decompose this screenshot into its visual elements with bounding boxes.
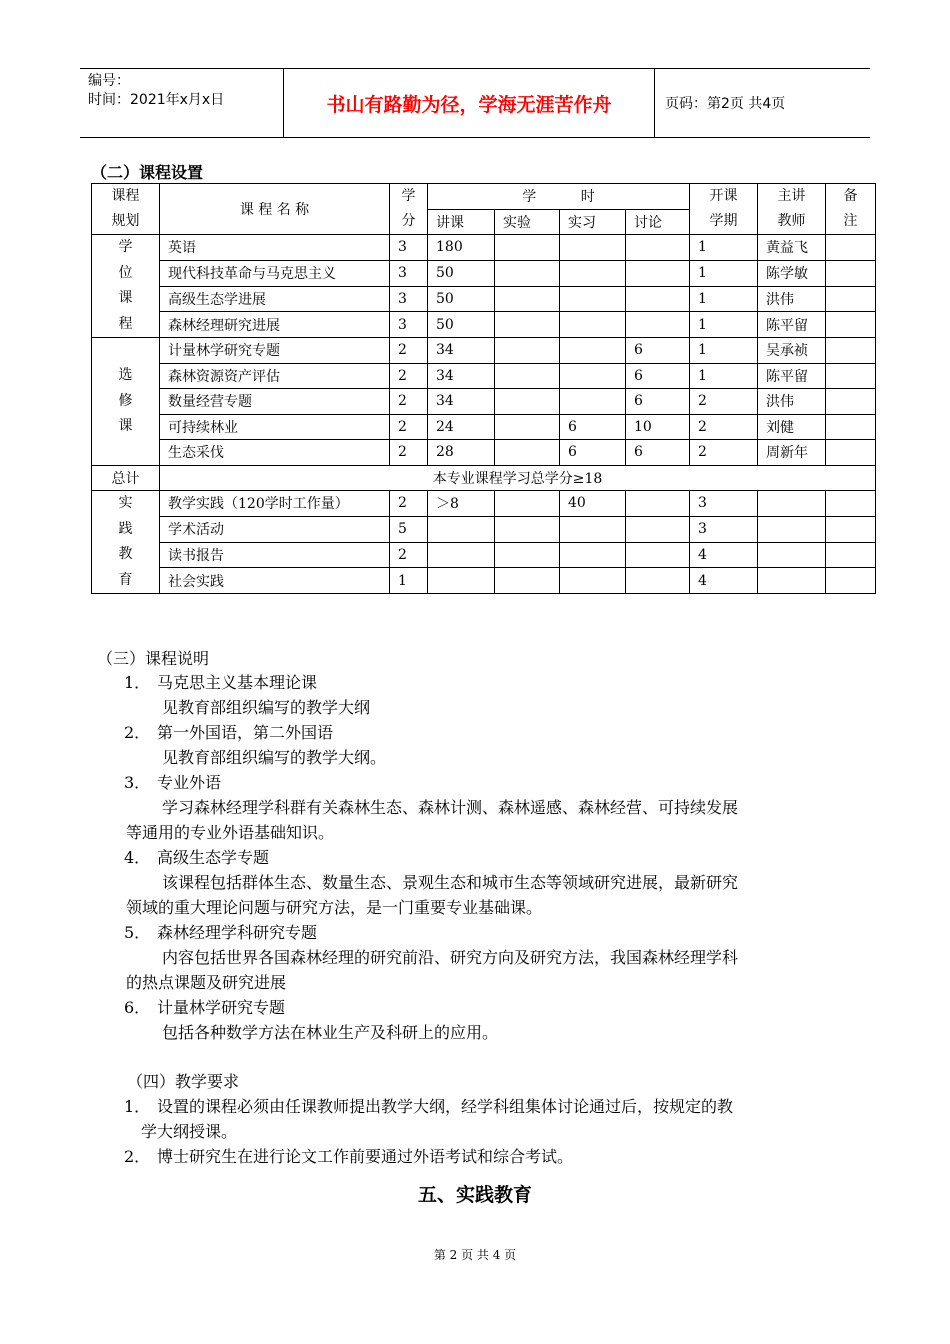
cell-lecture: 34 xyxy=(428,363,495,389)
cell-term: 4 xyxy=(690,568,758,594)
section4-item-line: 1． 设置的课程必须由任课教师提出教学大纲，经学科组集体讨论通过后，按规定的教 xyxy=(124,1097,734,1116)
cell-term: 1 xyxy=(690,260,758,286)
cell-note xyxy=(826,414,876,440)
header-page-number: 页码：第2页 共4页 xyxy=(665,96,786,112)
cell-lecture xyxy=(428,542,495,568)
cell-disc: 6 xyxy=(626,440,690,466)
cell-intern xyxy=(560,363,626,389)
cell-intern: 6 xyxy=(560,414,626,440)
cell-disc xyxy=(626,491,690,517)
degree-course-row xyxy=(92,312,876,338)
cell-name: 森林资源资产评估 xyxy=(160,363,390,389)
elective-group-label: 选 修 课 xyxy=(92,338,160,466)
cell-lab xyxy=(495,312,560,338)
practice-row xyxy=(92,516,876,542)
cell-disc xyxy=(626,542,690,568)
practice-row xyxy=(92,542,876,568)
elective-course-row xyxy=(92,389,876,415)
cell-lab xyxy=(495,568,560,594)
degree-course-row xyxy=(92,286,876,312)
cell-credit: 2 xyxy=(390,542,428,568)
cell-note xyxy=(826,260,876,286)
degree-course-row xyxy=(92,260,876,286)
cell-lab xyxy=(495,235,560,261)
cell-note xyxy=(826,491,876,517)
section4-item-line: 2． 博士研究生在进行论文工作前要通过外语考试和综合考试。 xyxy=(124,1147,574,1166)
cell-teacher: 陈学敏 xyxy=(758,260,826,286)
cell-credit: 3 xyxy=(390,235,428,261)
degree-course-rows xyxy=(92,235,876,338)
elective-course-row xyxy=(92,338,876,364)
section3-item-body: 包括各种数学方法在林业生产及科研上的应用。 xyxy=(162,1023,499,1042)
cell-disc: 6 xyxy=(626,389,690,415)
section3-item-body: 领域的重大理论问题与研究方法，是一门重要专业基础课。 xyxy=(126,898,543,917)
cell-lab xyxy=(495,440,560,466)
cell-lecture: 34 xyxy=(428,338,495,364)
cell-lecture: ＞8 xyxy=(428,491,495,517)
cell-note xyxy=(826,363,876,389)
section4-item-line: 学大纲授课。 xyxy=(141,1122,238,1141)
cell-credit: 3 xyxy=(390,286,428,312)
cell-intern: 6 xyxy=(560,440,626,466)
cell-term: 2 xyxy=(690,389,758,415)
cell-lecture xyxy=(428,568,495,594)
degree-course-row xyxy=(92,235,876,261)
header-lecture: 讲课 xyxy=(428,209,495,235)
cell-intern xyxy=(560,235,626,261)
header-plan: 课程 规划 xyxy=(92,184,160,235)
header-internship: 实习 xyxy=(560,209,626,235)
cell-teacher: 刘健 xyxy=(758,414,826,440)
cell-lab xyxy=(495,542,560,568)
section3-item-body: 内容包括世界各国森林经理的研究前沿、研究方向及研究方法，我国森林经理学科 xyxy=(162,948,739,967)
cell-note xyxy=(826,542,876,568)
cell-lab xyxy=(495,414,560,440)
cell-term: 1 xyxy=(690,312,758,338)
elective-course-row xyxy=(92,363,876,389)
cell-lab xyxy=(495,389,560,415)
cell-name: 学术活动 xyxy=(160,516,390,542)
cell-disc xyxy=(626,516,690,542)
cell-lecture: 24 xyxy=(428,414,495,440)
header-note: 备 注 xyxy=(826,184,876,235)
section3-item-body: 的热点课题及研究进展 xyxy=(126,973,287,992)
practice-rows xyxy=(92,491,876,594)
cell-name: 社会实践 xyxy=(160,568,390,594)
cell-disc: 6 xyxy=(626,338,690,364)
cell-name: 生态采伐 xyxy=(160,440,390,466)
cell-credit: 5 xyxy=(390,516,428,542)
cell-note xyxy=(826,286,876,312)
cell-note xyxy=(826,338,876,364)
section3-item-body: 学习森林经理学科群有关森林生态、森林计测、森林遥感、森林经营、可持续发展 xyxy=(162,798,739,817)
cell-disc xyxy=(626,286,690,312)
cell-lab xyxy=(495,338,560,364)
cell-credit: 3 xyxy=(390,260,428,286)
cell-lab xyxy=(495,363,560,389)
cell-name: 现代科技革命与马克思主义 xyxy=(160,260,390,286)
cell-lab xyxy=(495,516,560,542)
header-code: 编号： xyxy=(88,73,130,89)
cell-name: 森林经理研究进展 xyxy=(160,312,390,338)
degree-group-label: 学 位 课 程 xyxy=(92,235,160,338)
total-row xyxy=(92,465,876,491)
cell-teacher: 吴承祯 xyxy=(758,338,826,364)
total-text: 本专业课程学习总学分≥18 xyxy=(160,465,876,491)
header-credit: 学 分 xyxy=(390,184,428,235)
header-meta xyxy=(80,69,283,137)
cell-lab xyxy=(495,286,560,312)
section3-item-title: 5． 森林经理学科研究专题 xyxy=(124,923,318,942)
cell-intern xyxy=(560,516,626,542)
cell-disc xyxy=(626,568,690,594)
cell-teacher xyxy=(758,568,826,594)
cell-credit: 2 xyxy=(390,338,428,364)
cell-teacher: 洪伟 xyxy=(758,286,826,312)
cell-note xyxy=(826,312,876,338)
cell-note xyxy=(826,440,876,466)
header-discussion: 讨论 xyxy=(626,209,690,235)
cell-lab xyxy=(495,260,560,286)
header-lab: 实验 xyxy=(495,209,560,235)
cell-lab xyxy=(495,491,560,517)
cell-intern xyxy=(560,312,626,338)
cell-disc: 10 xyxy=(626,414,690,440)
cell-lecture: 28 xyxy=(428,440,495,466)
cell-term: 1 xyxy=(690,235,758,261)
elective-course-rows xyxy=(92,338,876,466)
practice-group-label: 实 践 教 育 xyxy=(92,491,160,594)
cell-credit: 2 xyxy=(390,491,428,517)
cell-intern xyxy=(560,568,626,594)
cell-intern xyxy=(560,260,626,286)
cell-credit: 3 xyxy=(390,312,428,338)
cell-teacher xyxy=(758,542,826,568)
cell-disc xyxy=(626,260,690,286)
cell-credit: 1 xyxy=(390,568,428,594)
cell-term: 1 xyxy=(690,363,758,389)
cell-lecture: 34 xyxy=(428,389,495,415)
header-term: 开课 学期 xyxy=(690,184,758,235)
elective-course-row xyxy=(92,440,876,466)
cell-lecture: 50 xyxy=(428,286,495,312)
cell-disc: 6 xyxy=(626,363,690,389)
cell-teacher: 陈平留 xyxy=(758,363,826,389)
cell-teacher xyxy=(758,491,826,517)
cell-credit: 2 xyxy=(390,363,428,389)
cell-note xyxy=(826,568,876,594)
cell-teacher: 陈平留 xyxy=(758,312,826,338)
cell-term: 1 xyxy=(690,338,758,364)
cell-lecture: 50 xyxy=(428,312,495,338)
cell-lecture: 180 xyxy=(428,235,495,261)
course-table xyxy=(91,183,876,594)
cell-lecture xyxy=(428,516,495,542)
cell-term: 3 xyxy=(690,491,758,517)
cell-term: 4 xyxy=(690,542,758,568)
page-footer: 第 2 页 共 4 页 xyxy=(433,1248,517,1262)
practice-row xyxy=(92,491,876,517)
cell-intern xyxy=(560,389,626,415)
cell-credit: 2 xyxy=(390,414,428,440)
section2-title: （二）课程设置 xyxy=(91,163,204,182)
cell-disc xyxy=(626,312,690,338)
table-header-row xyxy=(92,184,876,210)
cell-name: 高级生态学进展 xyxy=(160,286,390,312)
section3-item-title: 4． 高级生态学专题 xyxy=(124,848,270,867)
cell-name: 英语 xyxy=(160,235,390,261)
practice-row xyxy=(92,568,876,594)
cell-term: 2 xyxy=(690,440,758,466)
elective-course-row xyxy=(92,414,876,440)
header-motto: 书山有路勤为径，学海无涯苦作舟 xyxy=(283,69,655,137)
section3-item-body: 见教育部组织编写的教学大纲 xyxy=(162,698,371,717)
cell-lecture: 50 xyxy=(428,260,495,286)
document-header xyxy=(80,68,870,138)
cell-note xyxy=(826,235,876,261)
cell-term: 1 xyxy=(690,286,758,312)
section3-item-title: 3． 专业外语 xyxy=(124,773,222,792)
cell-credit: 2 xyxy=(390,440,428,466)
section5-title: 五、实践教育 xyxy=(417,1184,532,1206)
cell-name: 数量经营专题 xyxy=(160,389,390,415)
section3-item-title: 2． 第一外国语，第二外国语 xyxy=(124,723,334,742)
cell-term: 2 xyxy=(690,414,758,440)
header-course-name: 课 程 名 称 xyxy=(160,184,390,235)
cell-teacher xyxy=(758,516,826,542)
header-teacher: 主讲 教师 xyxy=(758,184,826,235)
section3-item-body: 见教育部组织编写的教学大纲。 xyxy=(162,748,387,767)
cell-note xyxy=(826,516,876,542)
cell-intern xyxy=(560,542,626,568)
cell-teacher: 洪伟 xyxy=(758,389,826,415)
section3-item-title: 6． 计量林学研究专题 xyxy=(124,998,286,1017)
cell-intern xyxy=(560,338,626,364)
section4-title: （四）教学要求 xyxy=(127,1072,240,1091)
cell-name: 可持续林业 xyxy=(160,414,390,440)
header-time: 时间：2021年x月x日 xyxy=(88,92,225,108)
cell-note xyxy=(826,389,876,415)
total-label: 总计 xyxy=(92,465,160,491)
section3-item-body: 等通用的专业外语基础知识。 xyxy=(126,823,335,842)
cell-name: 计量林学研究专题 xyxy=(160,338,390,364)
cell-term: 3 xyxy=(690,516,758,542)
cell-name: 读书报告 xyxy=(160,542,390,568)
cell-name: 教学实践（120学时工作量） xyxy=(160,491,390,517)
section3-title: （三）课程说明 xyxy=(97,649,210,668)
section3-item-body: 该课程包括群体生态、数量生态、景观生态和城市生态等领域研究进展，最新研究 xyxy=(162,873,739,892)
section3-item-title: 1． 马克思主义基本理论课 xyxy=(124,673,318,692)
header-hours: 学 时 xyxy=(428,184,690,210)
cell-teacher: 黄益飞 xyxy=(758,235,826,261)
cell-teacher: 周新年 xyxy=(758,440,826,466)
cell-credit: 2 xyxy=(390,389,428,415)
cell-disc xyxy=(626,235,690,261)
cell-intern: 40 xyxy=(560,491,626,517)
cell-intern xyxy=(560,286,626,312)
